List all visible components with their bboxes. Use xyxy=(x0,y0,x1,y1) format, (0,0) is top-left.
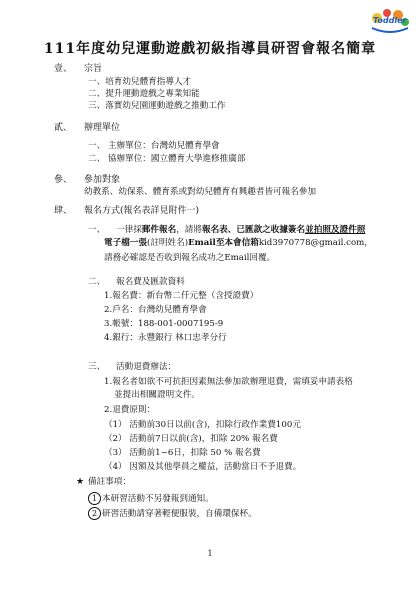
page-number: 1 xyxy=(207,549,213,558)
logo-text: Toddler xyxy=(373,16,407,25)
note-text: 研習活動請穿著輕便服裝，自備環保杯。 xyxy=(102,509,257,519)
text-bold: 郵件報名 xyxy=(141,225,177,235)
fee-item: 2.戶名：台灣幼兒體育學會 xyxy=(104,305,207,315)
subsection-1-number: 一、 xyxy=(88,225,106,235)
section-4-heading: 報名方式(報名表詳見附件一) xyxy=(84,206,200,216)
text: 一律採 xyxy=(116,225,142,235)
text-bold: 至本會信箱 xyxy=(215,238,259,248)
section-1-number: 壹、 xyxy=(54,64,73,74)
section-1-item: 一、培育幼兒體育指導人才 xyxy=(88,77,192,87)
section-2-item: 一、 主辦單位：台灣幼兒體育學會 xyxy=(88,141,220,151)
notes-heading: 備註事項： xyxy=(88,477,131,487)
refund-rule-1: 1.報名者如欲不可抗拒因素無法參加欲辦理退費，需填妥申請表格 xyxy=(104,377,353,387)
subsection-3-heading: 活動退費辦法： xyxy=(116,362,177,372)
circled-number: 1 xyxy=(88,492,101,505)
registration-line-3: 請務必確認是否收到報名成功之Email回覆。 xyxy=(104,253,276,263)
section-1-item: 二、提升運動遊戲之專業知能 xyxy=(88,89,200,99)
star-icon: ★ xyxy=(76,477,85,487)
note-item xyxy=(88,507,257,520)
refund-item: （1） 活動前30日以前(含)，扣除行政作業費100元 xyxy=(104,420,301,430)
refund-rule-1-cont: 並提出相關證明文件。 xyxy=(114,390,200,400)
note-text: 本研習活動不另發報到通知。 xyxy=(102,494,214,504)
registration-line-2 xyxy=(104,238,373,249)
subsection-3-number: 三、 xyxy=(88,362,106,372)
text-bold: 報名表、已匯款之收據簽名 xyxy=(201,225,306,235)
section-1-item: 三、落實幼兒園運動遊戲之推動工作 xyxy=(88,101,226,111)
circled-number: 2 xyxy=(88,507,101,520)
section-3-text: 幼教系、幼保系、體育系或對幼兒體育有興趣者皆可報名參加 xyxy=(84,187,317,197)
fee-item: 3.帳號：188-001-0007195-9 xyxy=(104,319,224,329)
subsection-2-heading: 報名費及匯款資料 xyxy=(116,277,185,287)
note-item xyxy=(88,492,214,505)
section-3-number: 參、 xyxy=(54,175,73,185)
email-address: kid3970778@gmail.com xyxy=(258,238,365,248)
document-title: 111年度幼兒運動遊戲初級指導員研習會報名簡章 xyxy=(43,41,377,57)
section-3-heading: 參加對象 xyxy=(84,175,121,185)
section-2-heading: 辦理單位 xyxy=(84,123,121,133)
fee-item: 4.銀行：永豐銀行 林口忠孝分行 xyxy=(104,333,227,343)
text: ，請將 xyxy=(176,225,202,235)
text: (註明姓名) xyxy=(146,238,189,248)
refund-item: （4） 因額及其他學員之權益，活動當日不予退費。 xyxy=(104,462,302,472)
text-underline: 並拍照及證件照 xyxy=(305,225,366,235)
section-2-item: 二、 協辦單位：國立體育大學進修推廣部 xyxy=(88,154,246,164)
refund-rule-2: 2.退費原則： xyxy=(104,405,156,415)
fee-item: 1.報名費：新台幣二仟元整（含授證費） xyxy=(104,291,259,301)
refund-item: （2） 活動前7日以前(含)，扣除 20% 報名費 xyxy=(104,434,278,444)
text: ， xyxy=(364,238,373,248)
text-bold: 電子檔一張 xyxy=(104,238,147,248)
section-4-number: 肆、 xyxy=(54,206,73,216)
registration-line-1 xyxy=(116,225,365,236)
section-1-heading: 宗旨 xyxy=(84,64,103,74)
refund-item: （3） 活動前1~6日，扣除 50 % 報名費 xyxy=(104,448,261,458)
subsection-2-number: 二、 xyxy=(88,277,106,287)
section-2-number: 貳、 xyxy=(54,123,73,133)
text-bold: Email xyxy=(188,238,216,248)
